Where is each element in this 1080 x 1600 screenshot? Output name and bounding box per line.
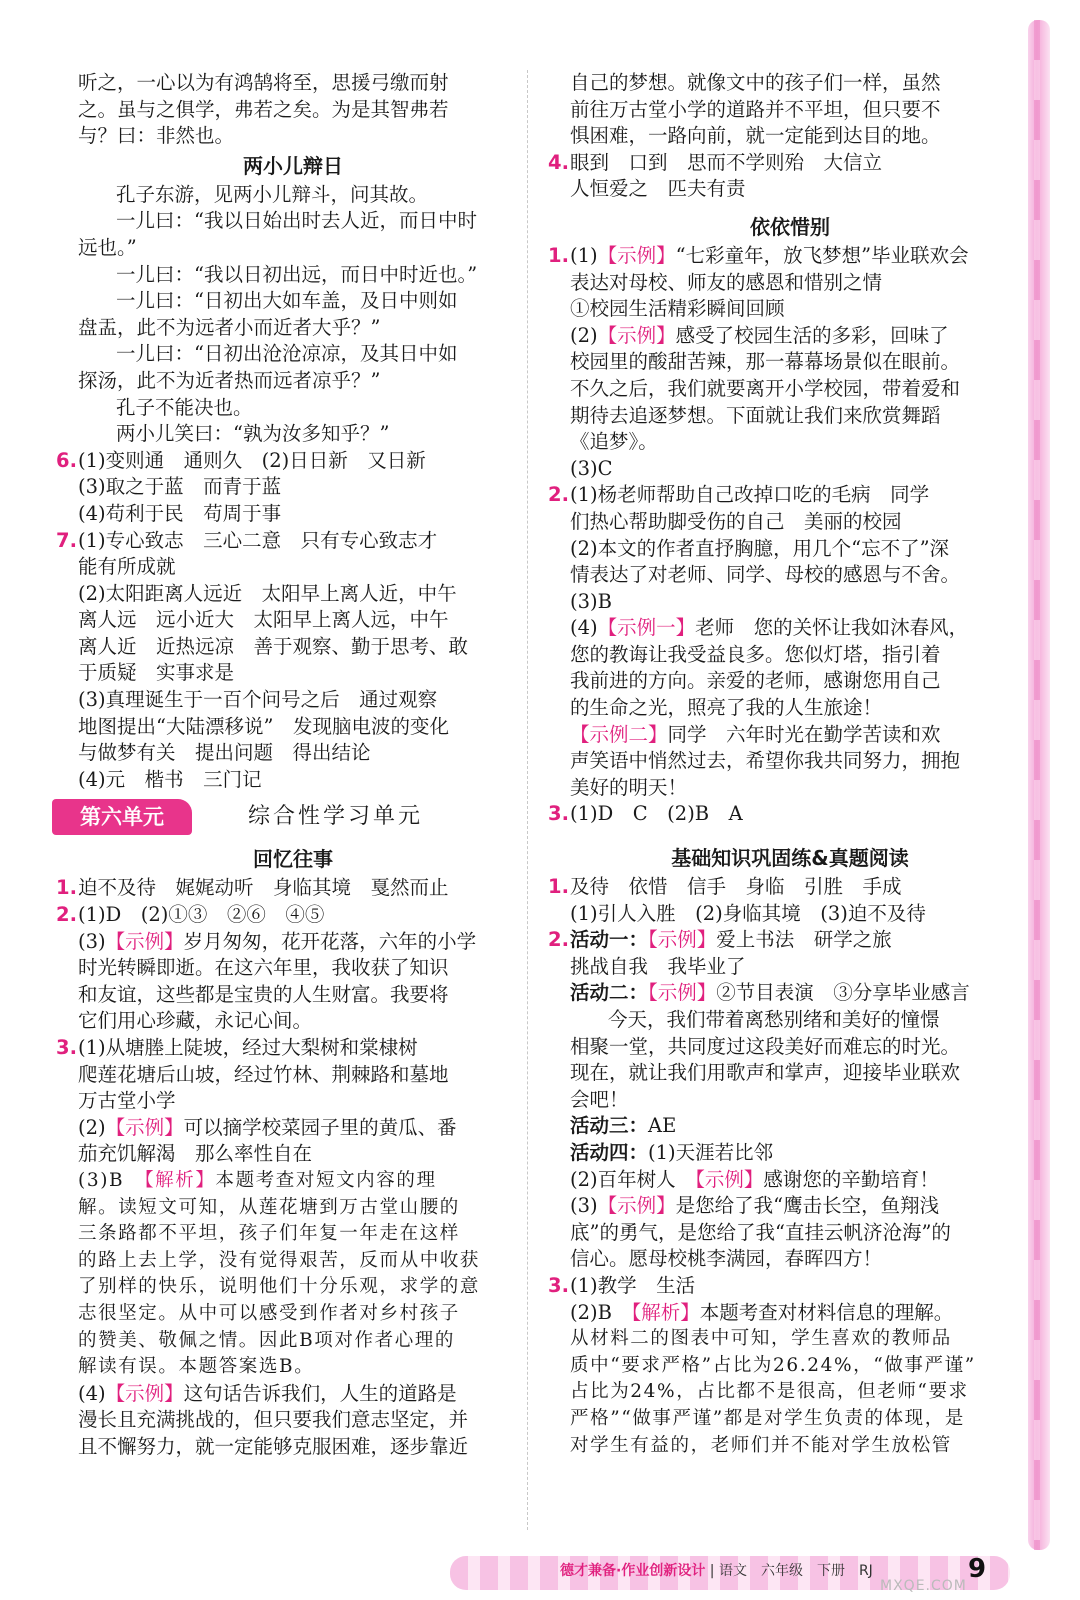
answer-line: 它们用心珍藏，永记心间。	[78, 1009, 313, 1033]
activity-label: 活动二：	[570, 981, 649, 1005]
answer-text: (2)	[570, 323, 598, 347]
example-tag: 【示例】	[648, 981, 717, 1005]
answer-text: 同学 六年时光在勤学苦读和欢	[667, 722, 941, 746]
answer-line	[548, 927, 1010, 954]
answer-text: (2)百年树人	[570, 1167, 696, 1191]
answer-text: 迫不及待 娓娓动听 身临其境 戛然而止	[78, 876, 449, 900]
answer-text: 本题考查对材料信息的理解。	[699, 1300, 954, 1324]
text-line: 听之，一心以为有鸿鹄将至，思援弓缴而射	[78, 71, 449, 94]
analysis-line: 志很坚定。从中可以感受到作者对乡村孩子	[78, 1302, 460, 1324]
answer-line: 会吧！	[570, 1087, 629, 1111]
answer-text: 可以摘学校菜园子里的黄瓜、番	[183, 1115, 457, 1139]
answer-line	[548, 801, 1010, 828]
answer-text: AE	[648, 1114, 677, 1138]
text-line: 一儿曰：“日初出大如车盖，及日中则如	[116, 289, 458, 313]
analysis-line: 对学生有益的，老师们并不能对学生放松管	[570, 1434, 952, 1456]
analysis-tag: 【解析】	[144, 1169, 216, 1191]
answer-text: (1)D C (2)B A	[570, 802, 743, 826]
answer-line: (3)C	[570, 456, 613, 480]
question-number: 2.	[548, 928, 569, 952]
page-number: 9	[968, 1554, 987, 1584]
answer-line	[78, 1115, 508, 1142]
question-number: 3.	[56, 1036, 77, 1059]
activity-label: 活动一：	[570, 928, 649, 952]
answer-text: (2)B	[570, 1300, 632, 1324]
question-number: 1.	[548, 875, 569, 899]
answer-text: 感谢您的辛勤培育！	[763, 1167, 939, 1191]
activity-label: 活动三：	[570, 1114, 649, 1138]
answer-text: (3)	[78, 929, 106, 953]
answer-line: 校园里的酸甜苦辣，那一幕幕场景似在眼前。	[570, 350, 961, 374]
footer-brand: 德才兼备·作业创新设计	[560, 1563, 706, 1579]
answer-line	[570, 323, 1010, 350]
answer-line: 《追梦》。	[570, 430, 658, 454]
answer-line	[56, 902, 508, 929]
answer-line: (1)引人入胜 (2)身临其境 (3)迫不及待	[570, 901, 926, 925]
question-number: 3.	[548, 802, 569, 826]
answer-line	[56, 448, 508, 475]
section-title: 两小儿辩日	[243, 153, 343, 178]
answer-text: 本题考查对短文内容的理	[215, 1169, 437, 1191]
answer-line: 现在，就让我们用歌声和掌声，迎接毕业联欢	[570, 1061, 961, 1085]
answer-text: 感受了校园生活的多彩，回味了	[675, 323, 949, 347]
answer-line: 漫长且充满挑战的，但只要我们意志坚定，并	[78, 1408, 469, 1432]
section-title: 依依惜别	[750, 214, 830, 239]
answer-line: 我前进的方向。亲爱的老师，感谢您用自己	[570, 669, 941, 693]
text-line: 探汤，此不为近者热而远者凉乎？”	[78, 368, 381, 392]
answer-line: (4)元 楷书 三门记	[78, 767, 262, 791]
answer-line: 时光转瞬即逝。在这六年里，我收获了知识	[78, 956, 449, 980]
answer-line: 地图提出“大陆漂移说” 发现脑电波的变化	[78, 714, 449, 738]
right-column	[548, 70, 1010, 1459]
answer-line: (3)真理诞生于一百个问号之后 通过观察	[78, 688, 438, 712]
analysis-line: 解读有误。本题答案选B。	[78, 1356, 315, 1378]
analysis-line: 的赞美、敬佩之情。因此B项对作者心理的	[78, 1329, 455, 1351]
unit-badge: 第六单元	[52, 799, 192, 835]
answer-text: 老师 您的关怀让我如沐春风，	[695, 616, 969, 640]
column-divider	[527, 70, 528, 1530]
answer-line: 爬莲花塘后山坡，经过竹林、荆棘路和墓地	[78, 1062, 449, 1086]
example-tag: 【示例】	[105, 929, 184, 953]
analysis-tag: 【解析】	[631, 1300, 700, 1324]
answer-line: (4)苟利于民 苟周于事	[78, 501, 282, 525]
page-footer	[0, 1548, 1080, 1600]
example-tag: 【示例】	[597, 1194, 676, 1218]
footer-subject: 语文 六年级 下册 RJ	[718, 1563, 873, 1579]
answer-line: 相聚一堂，共同度过这段美好而难忘的时光。	[570, 1034, 961, 1058]
unit-header	[78, 793, 508, 843]
text-line: 盘盂，此不为远者小而近者大乎？”	[78, 315, 381, 339]
answer-line: 与做梦有关 提出问题 得出结论	[78, 741, 371, 765]
left-column	[56, 70, 508, 1461]
question-number: 6.	[56, 448, 77, 472]
text-line: 孔子不能决也。	[116, 395, 253, 419]
answer-text: 这句话告诉我们，人生的道路是	[183, 1381, 457, 1405]
example-tag: 【示例】	[105, 1381, 184, 1405]
answer-line: 自己的梦想。就像文中的孩子们一样，虽然	[570, 71, 941, 94]
answer-text: (1)天涯若比邻	[648, 1140, 774, 1164]
analysis-line: 解。读短文可知，从莲花塘到万古堂山腰的	[78, 1196, 460, 1218]
answer-line: 挑战自我 我毕业了	[570, 954, 746, 978]
text-line: 一儿曰：“我以日始出时去人近，而日中时	[116, 209, 477, 233]
text-line: 远也。”	[78, 235, 137, 259]
answer-text: 眼到 口到 思而不学则殆 大信立	[570, 150, 883, 174]
answer-line: 的生命之光，照亮了我的人生旅途！	[570, 696, 883, 720]
answer-line: 底”的勇气，是您给了我“直挂云帆济沧海”的	[570, 1220, 951, 1244]
answer-text: (1)从塘塍上陡坡，经过大梨树和棠棣树	[78, 1036, 418, 1059]
answer-text: (1)D (2)①③ ②⑥ ④⑤	[78, 903, 325, 927]
right-edge-decoration	[1028, 20, 1050, 1550]
answer-line	[570, 1300, 1010, 1327]
question-number: 2.	[548, 483, 569, 507]
answer-line: 期待去追逐梦想。下面就让我们来欣赏舞蹈	[570, 403, 941, 427]
question-number: 7.	[56, 528, 77, 552]
answer-text: 是您给了我“鹰击长空，鱼翔浅	[675, 1194, 940, 1218]
answer-line	[56, 1035, 508, 1062]
analysis-line: 从材料二的图表中可知，学生喜欢的教师品	[570, 1328, 952, 1350]
question-number: 1.	[56, 876, 77, 900]
example-tag: 【示例】	[105, 1115, 184, 1139]
answer-line: 今天，我们带着离愁别绪和美好的憧憬	[608, 1008, 940, 1031]
watermark: MXQE.COM	[880, 1578, 967, 1594]
activity-label: 活动四：	[570, 1140, 649, 1164]
answer-line	[570, 1193, 1010, 1220]
answer-line: (2)太阳距离人远近 太阳早上离人近，中午	[78, 581, 457, 605]
answer-line: 离人远 远小近大 太阳早上离人远，中午	[78, 608, 449, 632]
answer-line	[56, 528, 508, 555]
example-tag: 【示例一】	[597, 616, 696, 640]
answer-line: 信心。愿母校桃李满园，春晖四方！	[570, 1247, 883, 1271]
answer-text: (3)B	[78, 1169, 145, 1191]
example-tag: 【示例】	[648, 928, 717, 952]
question-number: 1.	[548, 243, 569, 267]
spacer	[570, 203, 1010, 211]
answer-text: (4)	[570, 616, 598, 640]
answer-text: (1)杨老师帮助自己改掉口吃的毛病 同学	[570, 483, 930, 507]
analysis-line: 的路上去上学，没有觉得艰苦，反而从中收获	[78, 1249, 481, 1271]
answer-line	[548, 874, 1010, 901]
answer-line	[570, 1113, 1010, 1140]
text-line: 一儿曰：“日初出沧沧凉凉，及其日中如	[116, 342, 458, 366]
analysis-line: 占比为24%，占比都不是很高，但老师“要求	[570, 1381, 969, 1403]
answer-line: 们热心帮助脚受伤的自己 美丽的校园	[570, 509, 902, 533]
answer-line: 美好的明天！	[570, 775, 688, 799]
answer-text: 岁月匆匆，花开花落，六年的小学	[183, 929, 477, 953]
answer-line: 表达对母校、师友的感恩和惜别之情	[570, 270, 883, 294]
answer-text: (1)专心致志 三心二意 只有专心致志才	[78, 528, 438, 552]
text-line: 一儿曰：“我以日初出远，而日中时近也。”	[116, 262, 478, 286]
answer-line: (2)本文的作者直抒胸臆，用几个“忘不了”深	[570, 536, 950, 560]
question-number: 3.	[548, 1273, 569, 1297]
answer-line	[570, 615, 1010, 642]
answer-line: 前往万古堂小学的道路并不平坦，但只要不	[570, 97, 941, 121]
answer-text: ②节目表演 ③分享毕业感言	[716, 981, 970, 1005]
text-line: 孔子东游，见两小儿辩斗，问其故。	[116, 182, 429, 206]
analysis-line: 了别样的快乐，说明他们十分乐观，求学的意	[78, 1276, 481, 1298]
answer-line: 且不懈努力，就一定能够克服困难，逐步靠近	[78, 1434, 469, 1458]
question-number: 2.	[56, 903, 77, 927]
answer-line: (3)取之于蓝 而青于蓝	[78, 475, 282, 499]
example-tag: 【示例】	[597, 243, 676, 267]
footer-separator: |	[709, 1563, 715, 1579]
answer-text: 爱上书法 研学之旅	[716, 928, 892, 952]
answer-line: 惧困难，一路向前，就一定能到达目的地。	[570, 124, 941, 148]
answer-line: 万古堂小学	[78, 1089, 176, 1113]
answer-text: (1)	[570, 243, 598, 267]
answer-line: 声笑语中悄然过去，希望你我共同努力，拥抱	[570, 749, 961, 773]
unit-title: 综合性学习单元	[248, 804, 424, 830]
answer-line	[548, 482, 1010, 509]
example-tag: 【示例】	[695, 1167, 764, 1191]
answer-text: (1)教学 生活	[570, 1273, 696, 1297]
question-number: 4.	[548, 150, 569, 174]
answer-line	[548, 243, 1010, 270]
example-tag: 【示例二】	[570, 722, 668, 746]
analysis-line	[78, 1168, 508, 1195]
section-title: 基础知识巩固练&真题阅读	[671, 846, 909, 871]
answer-line: 和友谊，这些都是宝贵的人生财富。我要将	[78, 982, 449, 1006]
answer-line: ①校园生活精彩瞬间回顾	[570, 297, 785, 321]
answer-line	[570, 980, 1010, 1007]
answer-line: 能有所成就	[78, 555, 176, 579]
answer-line	[548, 1273, 1010, 1300]
answer-line: 人恒爱之 匹夫有责	[570, 177, 746, 201]
analysis-line: 质中“要求严格”占比为26.24%，“做事严谨”	[570, 1354, 976, 1376]
answer-text: “七彩童年，放飞梦想”毕业联欢会	[675, 243, 969, 267]
answer-line	[570, 722, 1010, 749]
answer-line: 您的教诲让我受益良多。您似灯塔，指引着	[570, 642, 941, 666]
answer-text: (3)	[570, 1194, 598, 1218]
analysis-line: 严格”“做事严谨”都是对学生负责的体现，是	[570, 1407, 965, 1429]
answer-line	[78, 1381, 508, 1408]
answer-line	[570, 1167, 1010, 1194]
answer-text: 及待 依惜 信手 身临 引胜 手成	[570, 875, 902, 899]
spacer	[570, 828, 1010, 842]
answer-line: 不久之后，我们就要离开小学校园，带着爱和	[570, 376, 961, 400]
text-line: 与？曰：非然也。	[78, 124, 235, 148]
footer-caption	[560, 1560, 873, 1580]
answer-line	[56, 875, 508, 902]
answer-line	[570, 1140, 1010, 1167]
answer-line: (3)B	[570, 589, 612, 613]
answer-line: 情表达了对老师、同学、母校的感恩与不舍。	[570, 563, 961, 587]
section-title: 回忆往事	[253, 847, 333, 872]
answer-text: (4)	[78, 1381, 106, 1405]
answer-text: (2)	[78, 1115, 106, 1139]
answer-text: (1)变则通 通则久 (2)日日新 又日新	[78, 448, 426, 472]
text-line: 之。虽与之俱学，弗若之矣。为是其智弗若	[78, 97, 449, 121]
analysis-line: 三条路都不平坦，孩子们年复一年走在这样	[78, 1223, 460, 1245]
answer-line	[548, 150, 1010, 177]
answer-line	[78, 929, 508, 956]
text-line: 两小儿笑曰：“孰为汝多知乎？”	[116, 422, 390, 446]
answer-line: 茄充饥解渴 那么率性自在	[78, 1142, 313, 1166]
answer-line: 于质疑 实事求是	[78, 661, 235, 685]
example-tag: 【示例】	[597, 323, 676, 347]
answer-line: 离人近 近热远凉 善于观察、勤于思考、敢	[78, 634, 469, 658]
